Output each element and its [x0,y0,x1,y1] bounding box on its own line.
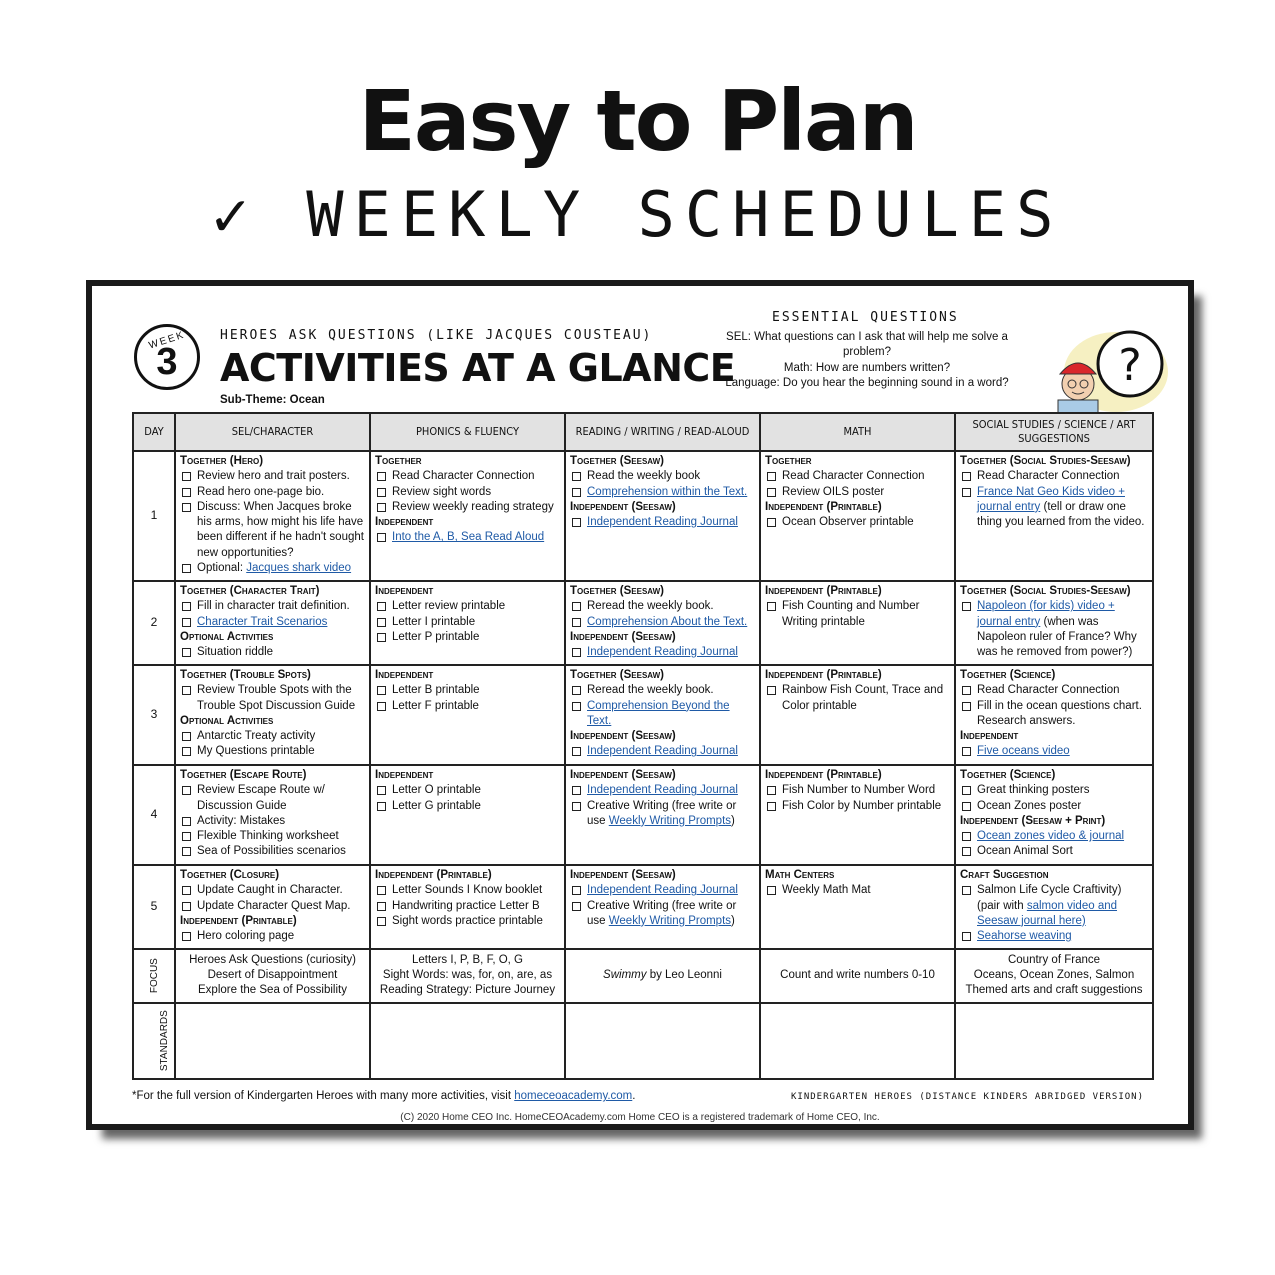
standards-cell [370,1003,565,1079]
essential-sel-2: problem? [843,346,891,358]
item-link[interactable]: Napoleon (for kids) video + journal entry [977,600,1115,628]
section-heading: Independent (Printable) [180,914,297,927]
item-text: Review Trouble Spots with the Trouble Spot Discussion Guide [197,684,356,712]
item-text: Letter review printable [392,600,506,613]
checklist-item[interactable] [765,485,950,500]
day-number: 1 [133,451,175,581]
item-link[interactable]: Independent Reading Journal [587,745,738,758]
section-heading: Independent (Printable) [765,669,882,681]
cell-sel [175,865,370,949]
item-text: Discuss: When Jacques broke his arms, how might his life have been different if he hadn't sought new opportunities? [197,500,364,559]
checklist-item[interactable] [180,683,365,714]
item-text: Sea of Possibilities scenarios [197,845,346,858]
cell-sel [175,451,370,581]
focus-sel-line: Explore the Sea of Possibility [198,984,347,997]
checklist-item[interactable] [375,599,560,614]
item-text: Salmon Life Cycle Craftivity) [977,884,1122,897]
footnote-text: *For the full version of Kindergarten Heroes with many more activities, visit [132,1090,515,1102]
schedule-sheet [86,280,1194,1130]
col-reading: READING / WRITING / READ-ALOUD [565,413,760,451]
item-text: Letter Sounds I Know booklet [392,884,543,897]
checklist-item[interactable] [960,485,1148,531]
checklist-item[interactable] [960,469,1148,484]
day-row [133,665,1153,765]
item-link[interactable]: France Nat Geo Kids video + journal entry [977,485,1125,513]
item-text: (when was Napoleon ruler of France? Why was he removed from power?) [977,615,1137,659]
item-text: Letter P printable [392,630,480,643]
item-text: Letter G printable [392,799,481,812]
focus-social-line: Oceans, Ocean Zones, Salmon [973,968,1135,981]
focus-social-line: Country of France [1007,953,1101,966]
section-heading: Optional Activities [180,630,274,643]
cell-reading [565,451,760,581]
focus-book-title: Swimmy [603,968,647,981]
focus-phonics-line: Letters I, P, B, F, O, G [412,953,523,966]
day-number: 3 [133,665,175,765]
item-link[interactable]: Jacques shark video [246,562,352,575]
section-heading: Together (Science) [960,769,1056,781]
checklist-item[interactable] [960,783,1148,798]
checklist-item[interactable] [375,783,560,798]
checklist-item[interactable] [180,744,365,759]
cell-reading [565,765,760,865]
checklist-item[interactable] [960,929,1148,944]
focus-phonics-line: Reading Strategy: Picture Journey [379,984,556,997]
checklist-item[interactable] [570,899,755,930]
section-heading: Together (Seesaw) [570,455,665,467]
focus-row [133,949,1153,1003]
item-text: (pair with [977,899,1027,912]
cell-math [760,451,955,581]
cell-phonics [370,765,565,865]
item-text: Handwriting practice Letter B [392,899,540,912]
section-heading: Independent (Printable) [765,585,882,597]
item-note [960,899,1148,930]
checklist-item[interactable] [765,469,950,484]
section-heading: Together (Closure) [180,869,280,881]
day-number: 5 [133,865,175,949]
item-text: Ocean Zones poster [977,799,1082,812]
focus-sel-line: Desert of Disappointment [207,968,338,981]
checklist-item[interactable] [180,469,365,484]
col-phonics: PHONICS & FLUENCY [370,413,565,451]
item-text: Letter I printable [392,615,476,628]
schedule-table [132,412,1154,1080]
item-link[interactable]: Independent Reading Journal [587,646,738,659]
checklist-item[interactable] [570,485,755,500]
checklist-item[interactable] [570,783,755,798]
section-heading: Together [375,455,422,467]
item-link[interactable]: Five oceans video [977,745,1070,758]
section-heading: Independent [375,585,434,597]
checklist-item[interactable] [570,645,755,660]
section-heading: Independent (Seesaw + Print) [960,814,1106,827]
section-heading: Independent [960,730,1019,743]
checklist-item[interactable] [960,744,1148,759]
section-heading: Math Centers [765,869,835,881]
checklist-item[interactable] [960,799,1148,814]
cell-reading [565,865,760,949]
item-text: Read Character Connection [977,684,1120,697]
checklist-item[interactable] [570,699,755,730]
item-text: Situation riddle [197,646,274,659]
cell-sel [175,765,370,865]
checklist-item[interactable] [765,799,950,814]
checklist-item[interactable] [765,783,950,798]
page-title: ACTIVITIES AT A GLANCE [220,346,736,390]
item-text: Activity: Mistakes [197,814,286,827]
standards-cell [760,1003,955,1079]
essential-language: Language: Do you hear the beginning sound in a word? [725,377,1009,389]
item-text: Fish Color by Number printable [782,799,942,812]
item-text: Letter F printable [392,699,479,712]
cell-math [760,665,955,765]
cell-phonics [370,665,565,765]
item-text: Creative Writing (free write or use [587,799,737,827]
item-text: Read Character Connection [392,470,535,483]
essential-sel: SEL: What questions can I ask that will help me solve a [726,331,1008,343]
checklist-item[interactable] [960,844,1148,859]
banner-subtitle: ✓ WEEKLY SCHEDULES [211,178,1064,251]
focus-label: FOCUS [148,958,160,994]
cell-phonics [370,451,565,581]
cell-math [760,765,955,865]
section-heading: Independent [375,516,434,529]
section-heading: Independent [375,769,434,781]
focus-phonics [370,949,565,1003]
question-mascot-icon [1032,322,1172,414]
checklist-item[interactable] [375,485,560,500]
item-text: Letter O printable [392,784,481,797]
checklist-item[interactable] [765,599,950,630]
item-link[interactable]: salmon video and Seesaw journal here) [977,899,1118,927]
item-text: Weekly Math Mat [782,884,871,897]
footnote-end: . [632,1090,636,1102]
checklist-item[interactable] [180,729,365,744]
cell-social [955,451,1153,581]
item-link[interactable]: Independent Reading Journal [587,516,738,529]
cell-sel [175,581,370,665]
section-heading: Optional Activities [180,714,274,727]
col-day: DAY [133,413,175,451]
cell-social [955,765,1153,865]
item-text: (tell or draw one thing you learned from the video. [977,500,1145,529]
focus-social-line: Themed arts and craft suggestions [965,984,1143,997]
cell-math [760,865,955,949]
focus-math: Count and write numbers 0-10 [760,949,955,1003]
item-text: Fill in character trait definition. [197,600,350,613]
checklist-item[interactable] [960,683,1148,698]
sub-theme: Sub-Theme: Ocean [220,394,325,406]
cell-math [760,581,955,665]
item-link[interactable]: Comprehension within the Text. [587,485,748,498]
svg-text:?: ? [1118,340,1142,391]
footnote-link[interactable]: homeceoacademy.com [514,1090,633,1102]
item-link[interactable]: Into the A, B, Sea Read Aloud [392,531,545,544]
col-social: SOCIAL STUDIES / SCIENCE / ART SUGGESTIONS [955,413,1153,451]
footnote [132,1090,635,1102]
item-text: Creative Writing (free write or use [587,899,737,927]
checklist-item[interactable] [570,615,755,630]
checklist-item[interactable] [375,799,560,814]
section-heading: Craft Suggestion [960,869,1049,881]
focus-phonics-line: Sight Words: was, for, on, are, as [382,968,553,981]
section-heading: Independent (Seesaw) [570,869,676,881]
checklist-item[interactable] [765,883,950,898]
checklist-item[interactable] [570,683,755,698]
checklist-item[interactable] [765,515,950,530]
item-text: Reread the weekly book. [587,600,714,613]
focus-label-cell [133,949,175,1003]
week-label: WEEK [147,329,187,352]
section-heading: Independent (Printable) [765,769,882,781]
standards-cell [565,1003,760,1079]
item-text: Letter B printable [392,684,480,697]
checklist-item[interactable] [570,469,755,484]
item-text: Read the weekly book [587,470,701,483]
section-heading: Independent (Printable) [765,500,882,513]
checklist-item[interactable] [180,485,365,500]
copyright: (C) 2020 Home CEO Inc. HomeCEOAcademy.com Home CEO is a registered trademark of Home CEO, Inc. [400,1112,880,1123]
banner-title: Easy to Plan [358,72,917,170]
section-heading: Together (Character Trait) [180,585,320,597]
section-heading: Independent (Printable) [375,869,492,881]
checklist-item[interactable] [570,599,755,614]
section-heading: Independent (Seesaw) [570,730,676,743]
section-heading: Independent (Seesaw) [570,769,676,781]
item-text: Update Character Quest Map. [197,899,351,912]
item-text: Optional: [197,562,247,575]
item-link[interactable]: Comprehension About the Text. [587,615,748,628]
section-heading: Together (Social Studies-Seesaw) [960,585,1131,597]
item-link[interactable]: Character Trait Scenarios [197,615,328,628]
checklist-item[interactable] [375,699,560,714]
cell-social [955,581,1153,665]
checklist-item[interactable] [375,883,560,898]
item-text: Read Character Connection [977,470,1120,483]
section-heading: Together (Escape Route) [180,769,307,781]
cell-phonics [370,865,565,949]
day-number: 2 [133,581,175,665]
item-text: Fish Number to Number Word [782,784,936,797]
checklist-item[interactable] [180,899,365,914]
checklist-item[interactable] [180,829,365,844]
item-text: Fish Counting and Number Writing printable [782,600,920,628]
item-link[interactable]: Weekly Writing Prompts [608,914,732,927]
checklist-item[interactable] [180,929,365,944]
section-heading: Together (Hero) [180,455,264,467]
checklist-item[interactable] [180,561,365,576]
checklist-item[interactable] [180,883,365,898]
week-badge [134,324,200,390]
item-text: Rainbow Fish Count, Trace and Color printable [782,684,944,712]
cell-reading [565,665,760,765]
checklist-item[interactable] [960,599,1148,660]
item-link[interactable]: Ocean zones video & journal [977,830,1125,843]
item-text: Review OILS poster [782,485,885,498]
checklist-item[interactable] [375,683,560,698]
section-heading: Together (Seesaw) [570,585,665,597]
checklist-item[interactable] [180,615,365,630]
item-text: Flexible Thinking worksheet [197,830,339,843]
essential-questions-title: ESSENTIAL QUESTIONS [772,310,959,325]
item-text: My Questions printable [197,745,315,758]
checklist-item[interactable] [960,883,1148,898]
focus-book-author: by Leo Leonni [646,968,722,981]
cell-social [955,665,1153,765]
item-text: Hero coloring page [197,930,295,943]
version-label: KINDERGARTEN HEROES (DISTANCE KINDERS ABRIDGED VERSION) [790,1092,1144,1102]
item-text: Review weekly reading strategy [392,500,554,513]
focus-sel-line: Heroes Ask Questions (curiosity) [189,953,356,966]
standards-label: STANDARDS [158,1010,170,1072]
item-text: Ocean Animal Sort [977,845,1073,858]
section-heading: Together (Social Studies-Seesaw) [960,455,1131,467]
section-heading: Together (Science) [960,669,1056,681]
item-link[interactable]: Seahorse weaving [977,930,1072,943]
checklist-item[interactable] [765,683,950,714]
day-row [133,865,1153,949]
week-number: 3 [156,341,178,383]
standards-label-cell [133,1003,175,1079]
item-text: Update Caught in Character. [197,884,343,897]
checklist-item[interactable] [375,914,560,929]
item-text: ) [731,914,735,927]
checklist-item[interactable] [960,829,1148,844]
cell-sel [175,665,370,765]
section-heading: Independent (Seesaw) [570,500,676,513]
item-text: Great thinking posters [977,784,1090,797]
checklist-item[interactable] [180,783,365,814]
item-text: ) [731,814,735,827]
cell-phonics [370,581,565,665]
item-text: Review sight words [392,485,492,498]
checklist-item[interactable] [180,844,365,859]
item-text: Reread the weekly book. [587,684,714,697]
checklist-item[interactable] [180,500,365,561]
item-link[interactable]: Independent Reading Journal [587,884,738,897]
item-text: Read Character Connection [782,470,925,483]
checklist-item[interactable] [570,744,755,759]
day-row [133,451,1153,581]
checklist-item[interactable] [375,615,560,630]
item-link[interactable]: Comprehension Beyond the Text. [587,699,730,727]
item-text: Sight words practice printable [392,914,543,927]
day-row [133,765,1153,865]
unit-title: HEROES ASK QUESTIONS (LIKE JACQUES COUSTEAU) [220,328,653,343]
item-text: Ocean Observer printable [782,516,914,529]
checklist-item[interactable] [375,469,560,484]
item-text: Antarctic Treaty activity [197,730,316,743]
cell-social [955,865,1153,949]
item-text: Read hero one-page bio. [197,485,325,498]
checklist-item[interactable] [570,515,755,530]
checklist-item[interactable] [375,500,560,515]
cell-reading [565,581,760,665]
section-heading: Together (Trouble Spots) [180,669,311,681]
item-text: Fill in the ocean questions chart. Research answers. [977,699,1142,727]
standards-row [133,1003,1153,1079]
section-heading: Independent (Seesaw) [570,630,676,643]
checklist-item[interactable] [180,599,365,614]
standards-cell [175,1003,370,1079]
item-link[interactable]: Weekly Writing Prompts [608,814,732,827]
focus-social [955,949,1153,1003]
col-math: MATH [760,413,955,451]
standards-cell [955,1003,1153,1079]
item-text: Review Escape Route w/ Discussion Guide [197,784,325,812]
col-sel: SEL/CHARACTER [175,413,370,451]
checklist-item[interactable] [570,883,755,898]
item-text: Review hero and trait posters. [197,470,350,483]
checklist-item[interactable] [180,645,365,660]
day-number: 4 [133,765,175,865]
header-row [133,413,1153,451]
essential-math: Math: How are numbers written? [783,362,951,374]
section-heading: Together [765,455,812,467]
checklist-item[interactable] [180,814,365,829]
checklist-item[interactable] [375,630,560,645]
day-row [133,581,1153,665]
checklist-item[interactable] [375,899,560,914]
item-link[interactable]: Independent Reading Journal [587,784,738,797]
section-heading: Together (Seesaw) [570,669,665,681]
section-heading: Independent [375,669,434,681]
focus-reading [565,949,760,1003]
focus-sel [175,949,370,1003]
checklist-item[interactable] [375,530,560,545]
checklist-item[interactable] [570,799,755,830]
checklist-item[interactable] [960,699,1148,730]
